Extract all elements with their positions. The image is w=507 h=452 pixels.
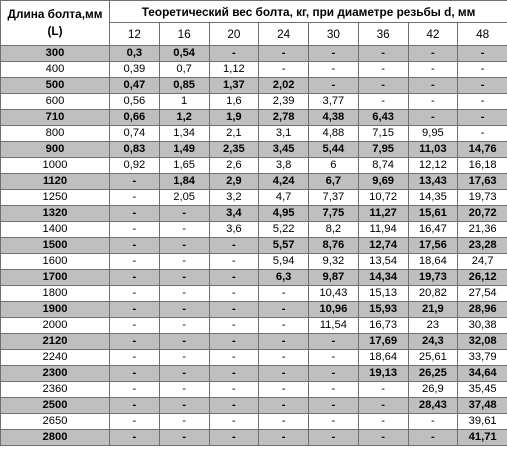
weight-cell: 6,7 bbox=[309, 174, 359, 190]
length-cell: 1700 bbox=[1, 270, 110, 286]
weight-cell: - bbox=[159, 350, 209, 366]
weight-cell: - bbox=[159, 238, 209, 254]
weight-cell: - bbox=[209, 286, 259, 302]
table-row bbox=[1, 350, 507, 366]
weight-cell: 0,56 bbox=[110, 94, 160, 110]
weight-cell: - bbox=[358, 94, 408, 110]
table-row bbox=[1, 270, 507, 286]
weight-cell: 0,47 bbox=[110, 78, 160, 94]
weight-cell: 9,95 bbox=[408, 126, 458, 142]
weight-cell: - bbox=[259, 366, 309, 382]
weight-cell: 0,7 bbox=[159, 62, 209, 78]
length-cell: 1600 bbox=[1, 254, 110, 270]
weight-cell: 19,73 bbox=[408, 270, 458, 286]
weight-cell: 21,36 bbox=[458, 222, 507, 238]
weight-cell: - bbox=[110, 318, 160, 334]
weight-cell: 16,47 bbox=[408, 222, 458, 238]
weight-cell: - bbox=[458, 62, 507, 78]
weight-cell: 8,74 bbox=[358, 158, 408, 174]
weight-cell: 6,43 bbox=[358, 110, 408, 126]
weight-cell: 15,93 bbox=[358, 302, 408, 318]
weight-cell: 6 bbox=[309, 158, 359, 174]
weight-cell: 18,64 bbox=[408, 254, 458, 270]
weight-cell: 13,43 bbox=[408, 174, 458, 190]
weight-cell: 5,44 bbox=[309, 142, 359, 158]
weight-cell: 34,64 bbox=[458, 366, 507, 382]
table-row bbox=[1, 190, 507, 206]
length-cell: 2300 bbox=[1, 366, 110, 382]
weight-cell: - bbox=[110, 414, 160, 430]
diameter-header-36: 36 bbox=[358, 23, 408, 46]
length-cell: 2240 bbox=[1, 350, 110, 366]
weight-cell: - bbox=[259, 318, 309, 334]
table-row bbox=[1, 206, 507, 222]
table-row bbox=[1, 126, 507, 142]
weight-cell: - bbox=[209, 238, 259, 254]
weight-cell: 28,43 bbox=[408, 398, 458, 414]
weight-cell: 4,7 bbox=[259, 190, 309, 206]
weight-cell: - bbox=[110, 206, 160, 222]
table-row bbox=[1, 286, 507, 302]
weight-cell: - bbox=[159, 366, 209, 382]
weight-cell: 7,15 bbox=[358, 126, 408, 142]
weight-cell: 0,83 bbox=[110, 142, 160, 158]
length-cell: 800 bbox=[1, 126, 110, 142]
length-cell: 1900 bbox=[1, 302, 110, 318]
weight-cell: - bbox=[209, 46, 259, 62]
weight-cell: - bbox=[309, 350, 359, 366]
weight-cell: - bbox=[259, 430, 309, 446]
weight-cell: - bbox=[358, 430, 408, 446]
weight-cell: - bbox=[259, 382, 309, 398]
weight-cell: - bbox=[110, 254, 160, 270]
diameter-header-20: 20 bbox=[209, 23, 259, 46]
length-cell: 2650 bbox=[1, 414, 110, 430]
weight-cell: 37,48 bbox=[458, 398, 507, 414]
weight-cell: - bbox=[209, 430, 259, 446]
weight-cell: 10,43 bbox=[309, 286, 359, 302]
weight-cell: 4,38 bbox=[309, 110, 359, 126]
weight-cell: 12,74 bbox=[358, 238, 408, 254]
length-column-header bbox=[1, 1, 110, 46]
weight-cell: 1,6 bbox=[209, 94, 259, 110]
weight-cell: 7,75 bbox=[309, 206, 359, 222]
weight-cell: - bbox=[309, 334, 359, 350]
weight-cell: - bbox=[159, 318, 209, 334]
weight-cell: - bbox=[458, 126, 507, 142]
weight-cell: 5,22 bbox=[259, 222, 309, 238]
weight-cell: 3,1 bbox=[259, 126, 309, 142]
table-row bbox=[1, 382, 507, 398]
weight-cell: - bbox=[110, 238, 160, 254]
weight-cell: - bbox=[110, 286, 160, 302]
weight-cell: 1,84 bbox=[159, 174, 209, 190]
weight-cell: - bbox=[110, 382, 160, 398]
table-header bbox=[1, 1, 507, 46]
weight-cell: - bbox=[309, 414, 359, 430]
weight-cell: 28,96 bbox=[458, 302, 507, 318]
weight-cell: 25,61 bbox=[408, 350, 458, 366]
length-cell: 2800 bbox=[1, 430, 110, 446]
weight-cell: 2,39 bbox=[259, 94, 309, 110]
table-row bbox=[1, 366, 507, 382]
weight-cell: - bbox=[209, 254, 259, 270]
table-row bbox=[1, 254, 507, 270]
weight-cell: - bbox=[408, 110, 458, 126]
weight-cell: 0,92 bbox=[110, 158, 160, 174]
weight-cell: - bbox=[458, 78, 507, 94]
weight-cell: - bbox=[458, 110, 507, 126]
weight-cell: 1,37 bbox=[209, 78, 259, 94]
weight-cell: - bbox=[309, 46, 359, 62]
weight-cell: 7,95 bbox=[358, 142, 408, 158]
weight-cell: - bbox=[458, 94, 507, 110]
weight-cell: 3,2 bbox=[209, 190, 259, 206]
table-row bbox=[1, 222, 507, 238]
weight-cell: - bbox=[358, 382, 408, 398]
weight-cell: - bbox=[110, 350, 160, 366]
weight-cell: - bbox=[110, 222, 160, 238]
length-symbol-label: (L) bbox=[47, 24, 63, 38]
weight-cell: - bbox=[259, 334, 309, 350]
weight-cell: - bbox=[209, 366, 259, 382]
weight-cell: - bbox=[309, 398, 359, 414]
weight-cell: 10,72 bbox=[358, 190, 408, 206]
weight-cell: - bbox=[408, 414, 458, 430]
weight-cell: 20,82 bbox=[408, 286, 458, 302]
weight-cell: - bbox=[358, 414, 408, 430]
weight-cell: 4,24 bbox=[259, 174, 309, 190]
weight-cell: 0,3 bbox=[110, 46, 160, 62]
weight-cell: - bbox=[110, 430, 160, 446]
weight-cell: - bbox=[159, 286, 209, 302]
length-cell: 1000 bbox=[1, 158, 110, 174]
weight-cell: 2,02 bbox=[259, 78, 309, 94]
header-row-title bbox=[1, 1, 507, 23]
length-cell: 1400 bbox=[1, 222, 110, 238]
weight-cell: 1 bbox=[159, 94, 209, 110]
weight-cell: 26,25 bbox=[408, 366, 458, 382]
table-body bbox=[1, 46, 507, 446]
weight-cell: - bbox=[309, 382, 359, 398]
length-cell: 500 bbox=[1, 78, 110, 94]
weight-cell: - bbox=[358, 78, 408, 94]
weight-cell: 14,34 bbox=[358, 270, 408, 286]
table-row bbox=[1, 238, 507, 254]
weight-cell: - bbox=[110, 302, 160, 318]
diameter-header-24: 24 bbox=[259, 23, 309, 46]
weight-cell: 21,9 bbox=[408, 302, 458, 318]
table-row bbox=[1, 430, 507, 446]
weight-cell: 23,28 bbox=[458, 238, 507, 254]
weight-cell: 9,32 bbox=[309, 254, 359, 270]
weight-cell: 2,6 bbox=[209, 158, 259, 174]
weight-cell: - bbox=[259, 350, 309, 366]
weight-cell: - bbox=[209, 270, 259, 286]
table-row bbox=[1, 142, 507, 158]
weight-cell: - bbox=[209, 414, 259, 430]
length-cell: 710 bbox=[1, 110, 110, 126]
weight-cell: 7,37 bbox=[309, 190, 359, 206]
weight-cell: - bbox=[110, 174, 160, 190]
diameter-header-48: 48 bbox=[458, 23, 507, 46]
weight-cell: - bbox=[259, 302, 309, 318]
weight-cell: - bbox=[259, 46, 309, 62]
weight-group-header: Теоретический вес болта, кг, при диаметре резьбы d, мм bbox=[110, 1, 507, 23]
diameter-header-16: 16 bbox=[159, 23, 209, 46]
weight-cell: - bbox=[309, 366, 359, 382]
weight-cell: - bbox=[309, 62, 359, 78]
weight-cell: 18,64 bbox=[358, 350, 408, 366]
weight-cell: - bbox=[408, 94, 458, 110]
weight-cell: 1,34 bbox=[159, 126, 209, 142]
weight-cell: 23 bbox=[408, 318, 458, 334]
weight-cell: - bbox=[408, 62, 458, 78]
weight-cell: - bbox=[358, 62, 408, 78]
weight-cell: - bbox=[309, 430, 359, 446]
weight-cell: 32,08 bbox=[458, 334, 507, 350]
weight-cell: 11,54 bbox=[309, 318, 359, 334]
length-cell: 1500 bbox=[1, 238, 110, 254]
weight-cell: 26,9 bbox=[408, 382, 458, 398]
weight-cell: - bbox=[110, 270, 160, 286]
weight-cell: 41,71 bbox=[458, 430, 507, 446]
weight-cell: - bbox=[159, 222, 209, 238]
weight-cell: 0,66 bbox=[110, 110, 160, 126]
weight-cell: - bbox=[408, 78, 458, 94]
diameter-header-30: 30 bbox=[309, 23, 359, 46]
table-row bbox=[1, 318, 507, 334]
weight-cell: - bbox=[159, 270, 209, 286]
weight-cell: 6,3 bbox=[259, 270, 309, 286]
weight-cell: 16,18 bbox=[458, 158, 507, 174]
weight-cell: 4,95 bbox=[259, 206, 309, 222]
table-row bbox=[1, 62, 507, 78]
weight-cell: 8,76 bbox=[309, 238, 359, 254]
weight-cell: - bbox=[209, 334, 259, 350]
weight-cell: 2,1 bbox=[209, 126, 259, 142]
weight-cell: 2,9 bbox=[209, 174, 259, 190]
weight-cell: 19,13 bbox=[358, 366, 408, 382]
weight-cell: 20,72 bbox=[458, 206, 507, 222]
weight-cell: 9,87 bbox=[309, 270, 359, 286]
weight-cell: - bbox=[159, 254, 209, 270]
length-cell: 600 bbox=[1, 94, 110, 110]
weight-cell: 0,85 bbox=[159, 78, 209, 94]
weight-cell: 16,73 bbox=[358, 318, 408, 334]
weight-cell: - bbox=[209, 382, 259, 398]
weight-cell: 2,35 bbox=[209, 142, 259, 158]
weight-cell: 11,94 bbox=[358, 222, 408, 238]
weight-cell: - bbox=[159, 430, 209, 446]
weight-cell: 10,96 bbox=[309, 302, 359, 318]
weight-cell: - bbox=[259, 414, 309, 430]
weight-cell: - bbox=[110, 366, 160, 382]
length-cell: 1250 bbox=[1, 190, 110, 206]
weight-cell: 14,76 bbox=[458, 142, 507, 158]
weight-cell: 39,61 bbox=[458, 414, 507, 430]
weight-cell: - bbox=[358, 46, 408, 62]
length-cell: 1800 bbox=[1, 286, 110, 302]
table-row bbox=[1, 174, 507, 190]
weight-cell: 3,8 bbox=[259, 158, 309, 174]
weight-cell: - bbox=[259, 62, 309, 78]
weight-cell: 15,13 bbox=[358, 286, 408, 302]
length-cell: 2360 bbox=[1, 382, 110, 398]
weight-cell: - bbox=[408, 46, 458, 62]
diameter-header-42: 42 bbox=[408, 23, 458, 46]
diameter-header-12: 12 bbox=[110, 23, 160, 46]
weight-cell: - bbox=[110, 398, 160, 414]
weight-cell: - bbox=[159, 206, 209, 222]
weight-cell: 0,39 bbox=[110, 62, 160, 78]
weight-cell: 19,73 bbox=[458, 190, 507, 206]
weight-cell: - bbox=[209, 350, 259, 366]
weight-cell: - bbox=[408, 430, 458, 446]
length-cell: 900 bbox=[1, 142, 110, 158]
weight-cell: - bbox=[159, 398, 209, 414]
weight-cell: 12,12 bbox=[408, 158, 458, 174]
table-row bbox=[1, 78, 507, 94]
weight-cell: 13,54 bbox=[358, 254, 408, 270]
weight-cell: 1,9 bbox=[209, 110, 259, 126]
weight-cell: 1,49 bbox=[159, 142, 209, 158]
weight-cell: - bbox=[159, 382, 209, 398]
weight-cell: - bbox=[110, 190, 160, 206]
weight-cell: 35,45 bbox=[458, 382, 507, 398]
weight-cell: 17,56 bbox=[408, 238, 458, 254]
weight-cell: 17,63 bbox=[458, 174, 507, 190]
weight-cell: 27,54 bbox=[458, 286, 507, 302]
weight-cell: 26,12 bbox=[458, 270, 507, 286]
weight-cell: - bbox=[259, 398, 309, 414]
weight-cell: - bbox=[159, 414, 209, 430]
weight-cell: - bbox=[110, 334, 160, 350]
weight-cell: 24,7 bbox=[458, 254, 507, 270]
table-row bbox=[1, 110, 507, 126]
weight-cell: - bbox=[159, 302, 209, 318]
table-row bbox=[1, 94, 507, 110]
weight-cell: 14,35 bbox=[408, 190, 458, 206]
length-cell: 2000 bbox=[1, 318, 110, 334]
length-cell: 400 bbox=[1, 62, 110, 78]
weight-cell: 24,3 bbox=[408, 334, 458, 350]
weight-cell: 2,05 bbox=[159, 190, 209, 206]
weight-cell: - bbox=[159, 334, 209, 350]
weight-cell: - bbox=[209, 318, 259, 334]
weight-cell: - bbox=[309, 78, 359, 94]
table-row bbox=[1, 46, 507, 62]
length-header-label: Длина болта,мм bbox=[7, 7, 103, 21]
table-row bbox=[1, 334, 507, 350]
weight-cell: 11,03 bbox=[408, 142, 458, 158]
table-row bbox=[1, 398, 507, 414]
weight-cell: 3,4 bbox=[209, 206, 259, 222]
weight-cell: 15,61 bbox=[408, 206, 458, 222]
weight-cell: 1,65 bbox=[159, 158, 209, 174]
length-cell: 1120 bbox=[1, 174, 110, 190]
weight-cell: 0,74 bbox=[110, 126, 160, 142]
weight-cell: 30,38 bbox=[458, 318, 507, 334]
weight-cell: 33,79 bbox=[458, 350, 507, 366]
weight-cell: 11,27 bbox=[358, 206, 408, 222]
weight-cell: - bbox=[259, 286, 309, 302]
weight-cell: 3,45 bbox=[259, 142, 309, 158]
weight-cell: - bbox=[358, 398, 408, 414]
weight-cell: 5,94 bbox=[259, 254, 309, 270]
weight-cell: 17,69 bbox=[358, 334, 408, 350]
length-cell: 300 bbox=[1, 46, 110, 62]
weight-cell: 1,2 bbox=[159, 110, 209, 126]
length-cell: 1320 bbox=[1, 206, 110, 222]
weight-cell: - bbox=[209, 398, 259, 414]
weight-cell: - bbox=[209, 302, 259, 318]
weight-cell: 2,78 bbox=[259, 110, 309, 126]
weight-cell: 5,57 bbox=[259, 238, 309, 254]
table-row bbox=[1, 302, 507, 318]
table-row bbox=[1, 158, 507, 174]
weight-cell: 4,88 bbox=[309, 126, 359, 142]
table-row bbox=[1, 414, 507, 430]
weight-cell: 8,2 bbox=[309, 222, 359, 238]
length-cell: 2500 bbox=[1, 398, 110, 414]
weight-cell: - bbox=[458, 46, 507, 62]
weight-cell: 9,69 bbox=[358, 174, 408, 190]
weight-cell: 3,6 bbox=[209, 222, 259, 238]
weight-cell: 0,54 bbox=[159, 46, 209, 62]
length-cell: 2120 bbox=[1, 334, 110, 350]
weight-cell: 1,12 bbox=[209, 62, 259, 78]
weight-cell: 3,77 bbox=[309, 94, 359, 110]
